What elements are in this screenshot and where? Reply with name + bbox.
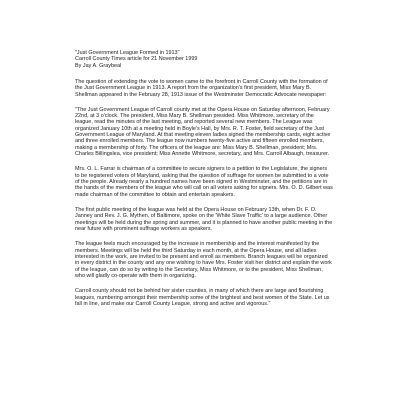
article-source: Carroll County Times article for 21 November 1999 bbox=[75, 56, 198, 63]
paragraph-membership: The league feels much encouraged by the increase in membership and the interest manifested by the members. Meetings will be held the third Saturday in each month, at the Opera House, and all ladies interested in the work, are invited to be present and enroll as members. Branch leagues will be organized in every district in the county and any one wishing to have Mrs. Foster visit her district and explain the work of the league, can do so by writing to the Secretary, Miss Whitmore, or to the president, Miss Shellman, who will gladly co-operate with them in organizing. bbox=[75, 241, 332, 280]
spacer bbox=[75, 279, 333, 288]
article-byline: By Jay A. Graybeal bbox=[75, 62, 122, 69]
paragraph-meeting-report: "The Just Government League of Carroll county met at the Opera House on Saturday afternoon, February 22nd, at 3 o'clock. The president, Miss Mary B. Shellman presided. Miss Whitmore, secretary of the league, read the minutes of the last meeting, and reported several new members. The League was organized January 10th at a meeting held in Boyle's Hall, by Mrs. R. T. Foster, field secretary of the Just Government League of Maryland. At that meeting eleven ladies signed the membership cards, eight active and three enrolled members. The league now numbers twenty-five active and fifteen enrolled members, making a membership of forty. The officers of the league are: Miss Mary B. Shellman, president; Mrs. Charles Billingslea, vice president; Miss Annette Whitmore, secretary, and Mrs. Carroll Albaugh, treasurer. bbox=[75, 106, 331, 157]
spacer bbox=[75, 198, 333, 207]
spacer bbox=[75, 157, 333, 166]
paragraph-petition: Mrs. O. L. Farrar is chairman of a committee to secure signers to a petition to the Legislature, the signers to be registered voters of Maryland, asking that the question of suffrage for women be submitted to a vote of the people. Already nearly a hundred names have been signed in Westminster, and the petitions are in the hands of the members of the league who will call on all voters asking for signers. Mrs. O. D. Gilbert was made chairman of the committee to obtain and entertain speakers. bbox=[75, 166, 333, 198]
article-title: "Just Government League Formed in 1913" bbox=[75, 50, 180, 56]
paragraph-public-meeting: The first public meeting of the league was held at the Opera House on February 13th, when Dr. F. O. Janney and Rev. J. G. Mythen, of Baltimore, spoke on the 'White Slave Traffic' to a large audience. Other meetings will be held during the spring and summer, and it is planned to have another public meeting in the near future with prominent suffrage workers as speakers. bbox=[75, 207, 333, 233]
spacer bbox=[75, 69, 333, 79]
paragraph-closing: Carroll county should not be behind her sister counties, in many of which there are large and flourishing leagues, numbering amongst their membership some of the brightest and best women of the State. Let us fall in line, and make our Carroll County League, strong and active and vigorous." bbox=[75, 288, 330, 308]
paragraph-intro: The question of extending the vote to women came to the forefront in Carroll County with the formation of the Just Government League in 1913. A report from the organization's first president, Miss Mary B. Shellman appeared in the February 28, 1913 issue of the Westminster Democratic Advocate newspaper: bbox=[75, 79, 328, 98]
spacer bbox=[75, 98, 333, 107]
article-body bbox=[75, 50, 333, 308]
spacer bbox=[75, 232, 333, 241]
